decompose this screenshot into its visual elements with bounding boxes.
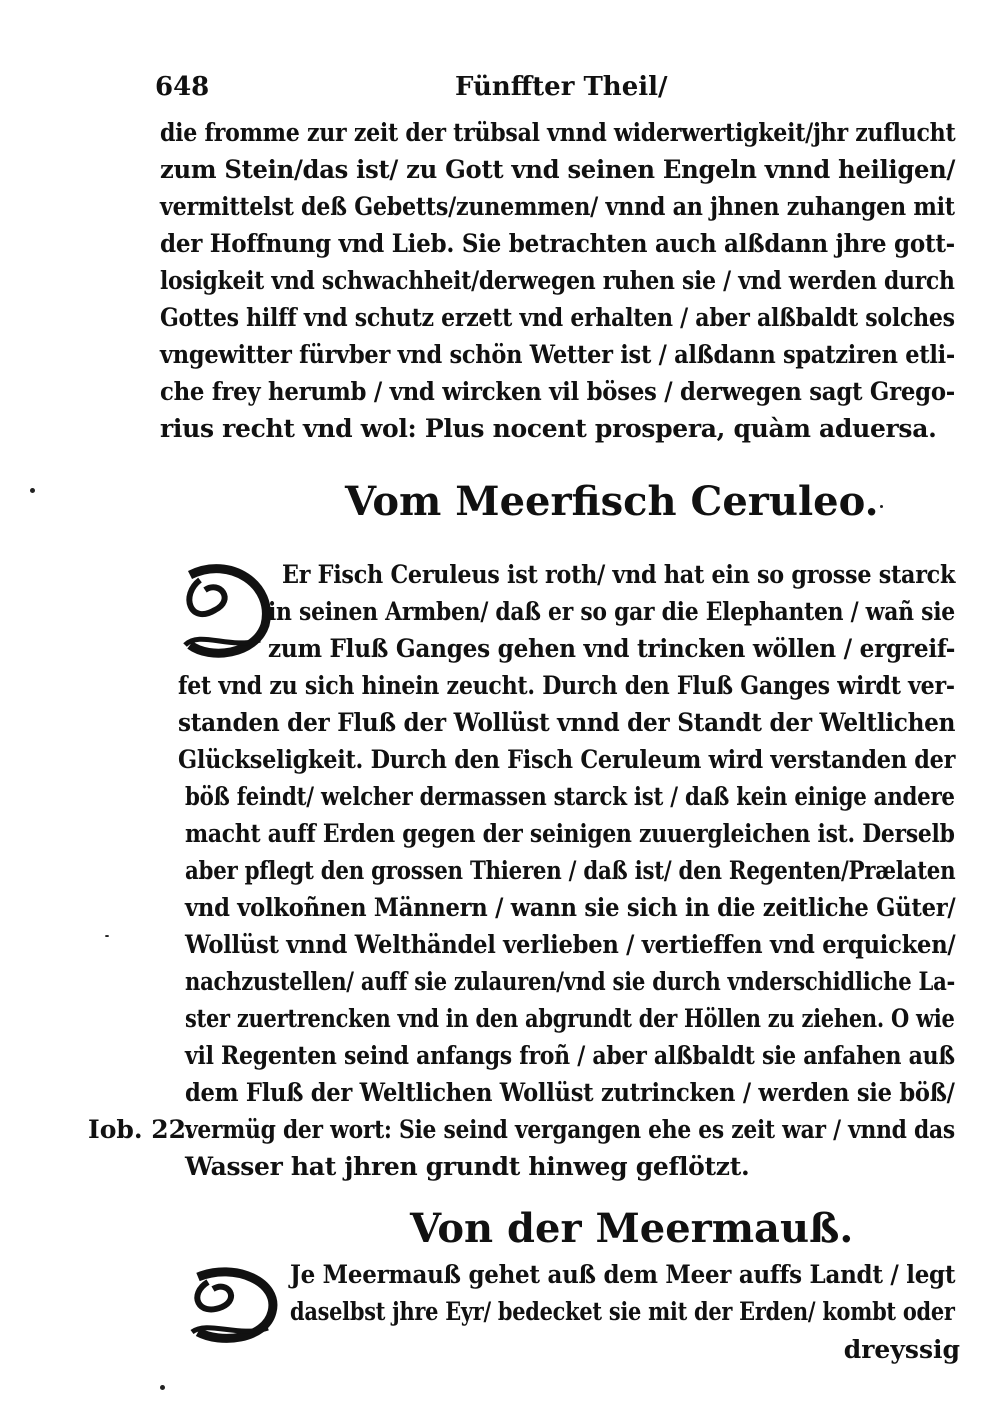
text-line: vermüg der wort: Sie seind vergangen ehe es zeit war / vnnd das [185, 1115, 955, 1144]
text-line: Er Fisch Ceruleus ist roth/ vnd hat ein so grosse starck [282, 560, 956, 589]
ink-speck [105, 935, 109, 937]
text-line: fet vnd zu sich hinein zeucht. Durch den Fluß Ganges wirdt ver- [178, 671, 955, 700]
page-header [155, 72, 955, 106]
section-heading-ceruleo: Vom Meerfisch Ceruleo. [345, 478, 879, 525]
text-line: zum Stein/das ist/ zu Gott vnd seinen Engeln vnnd heiligen/ [160, 155, 956, 184]
running-title: Fünffter Theil/ [455, 72, 668, 102]
text-line: Wasser hat jhren grundt hinweg geflötzt. [185, 1152, 750, 1181]
drop-cap-ornament-icon [180, 1262, 285, 1347]
ink-speck [160, 1385, 165, 1390]
text-line: rius recht vnd wol: Plus nocent prospera, quàm aduersa. [160, 414, 937, 443]
text-line: che frey herumb / vnd wircken vil böses / derwegen sagt Grego- [160, 377, 955, 406]
text-line: vngewitter fürvber vnd schön Wetter ist / alßdann spatziren etli- [160, 340, 955, 369]
text-line: nachzustellen/ auff sie zulauren/vnd sie durch vnderschidliche La- [185, 967, 956, 996]
text-line: ster zuertrencken vnd in den abgrundt der Höllen zu ziehen. O wie [185, 1004, 955, 1033]
text-line: böß feindt/ welcher dermassen starck ist / daß kein einige andere [185, 782, 955, 811]
ink-speck [30, 488, 35, 493]
text-line: vil Regenten seind anfangs froñ / aber alßbaldt sie anfahen auß [185, 1041, 955, 1070]
text-line: losigkeit vnd schwachheit/derwegen ruhen sie / vnd werden durch [160, 266, 955, 295]
section-heading-meermaus: Von der Meermauß. [410, 1205, 854, 1252]
text-line: Glückseligkeit. Durch den Fisch Ceruleum wird verstanden der [178, 745, 956, 774]
text-line: der Hoffnung vnd Lieb. Sie betrachten auch alßdann jhre gott- [160, 229, 955, 258]
text-line: vnd volkoñnen Männern / wann sie sich in die zeitliche Güter/ [185, 893, 956, 922]
text-line: daselbst jhre Eyr/ bedecket sie mit der Erden/ kombt oder [290, 1297, 955, 1326]
text-line: vermittelst deß Gebetts/zunemmen/ vnnd an jhnen zuhangen mit [160, 192, 955, 221]
page-number: 648 [155, 72, 210, 102]
text-line: standen der Fluß der Wollüst vnnd der Standt der Weltlichen [178, 708, 956, 737]
text-line: in seinen Armben/ daß er so gar die Elephanten / wañ sie [268, 597, 955, 626]
ink-speck [880, 505, 883, 508]
text-line: Gottes hilff vnd schutz erzett vnd erhalten / aber alßbaldt solches [160, 303, 955, 332]
margin-note-reference: Iob. 22. [88, 1115, 195, 1144]
text-line: Wollüst vnnd Welthändel verlieben / vertieffen vnd erquicken/ [185, 930, 956, 959]
drop-cap-ornament-icon [170, 555, 280, 665]
text-line: zum Fluß Ganges gehen vnd trincken wöllen / ergreif- [268, 634, 956, 663]
text-line: die fromme zur zeit der trübsal vnnd widerwertigkeit/jhr zuflucht [160, 118, 956, 147]
catchword: dreyssig [843, 1335, 960, 1364]
text-line: macht auff Erden gegen der seinigen zuuergleichen ist. Derselb [185, 819, 955, 848]
text-line: dem Fluß der Weltlichen Wollüst zutrincken / werden sie böß/ [185, 1078, 955, 1107]
text-line: aber pflegt den grossen Thieren / daß ist/ den Regenten/Prælaten [185, 856, 956, 885]
text-line: Je Meermauß gehet auß dem Meer auffs Landt / legt [290, 1260, 956, 1289]
